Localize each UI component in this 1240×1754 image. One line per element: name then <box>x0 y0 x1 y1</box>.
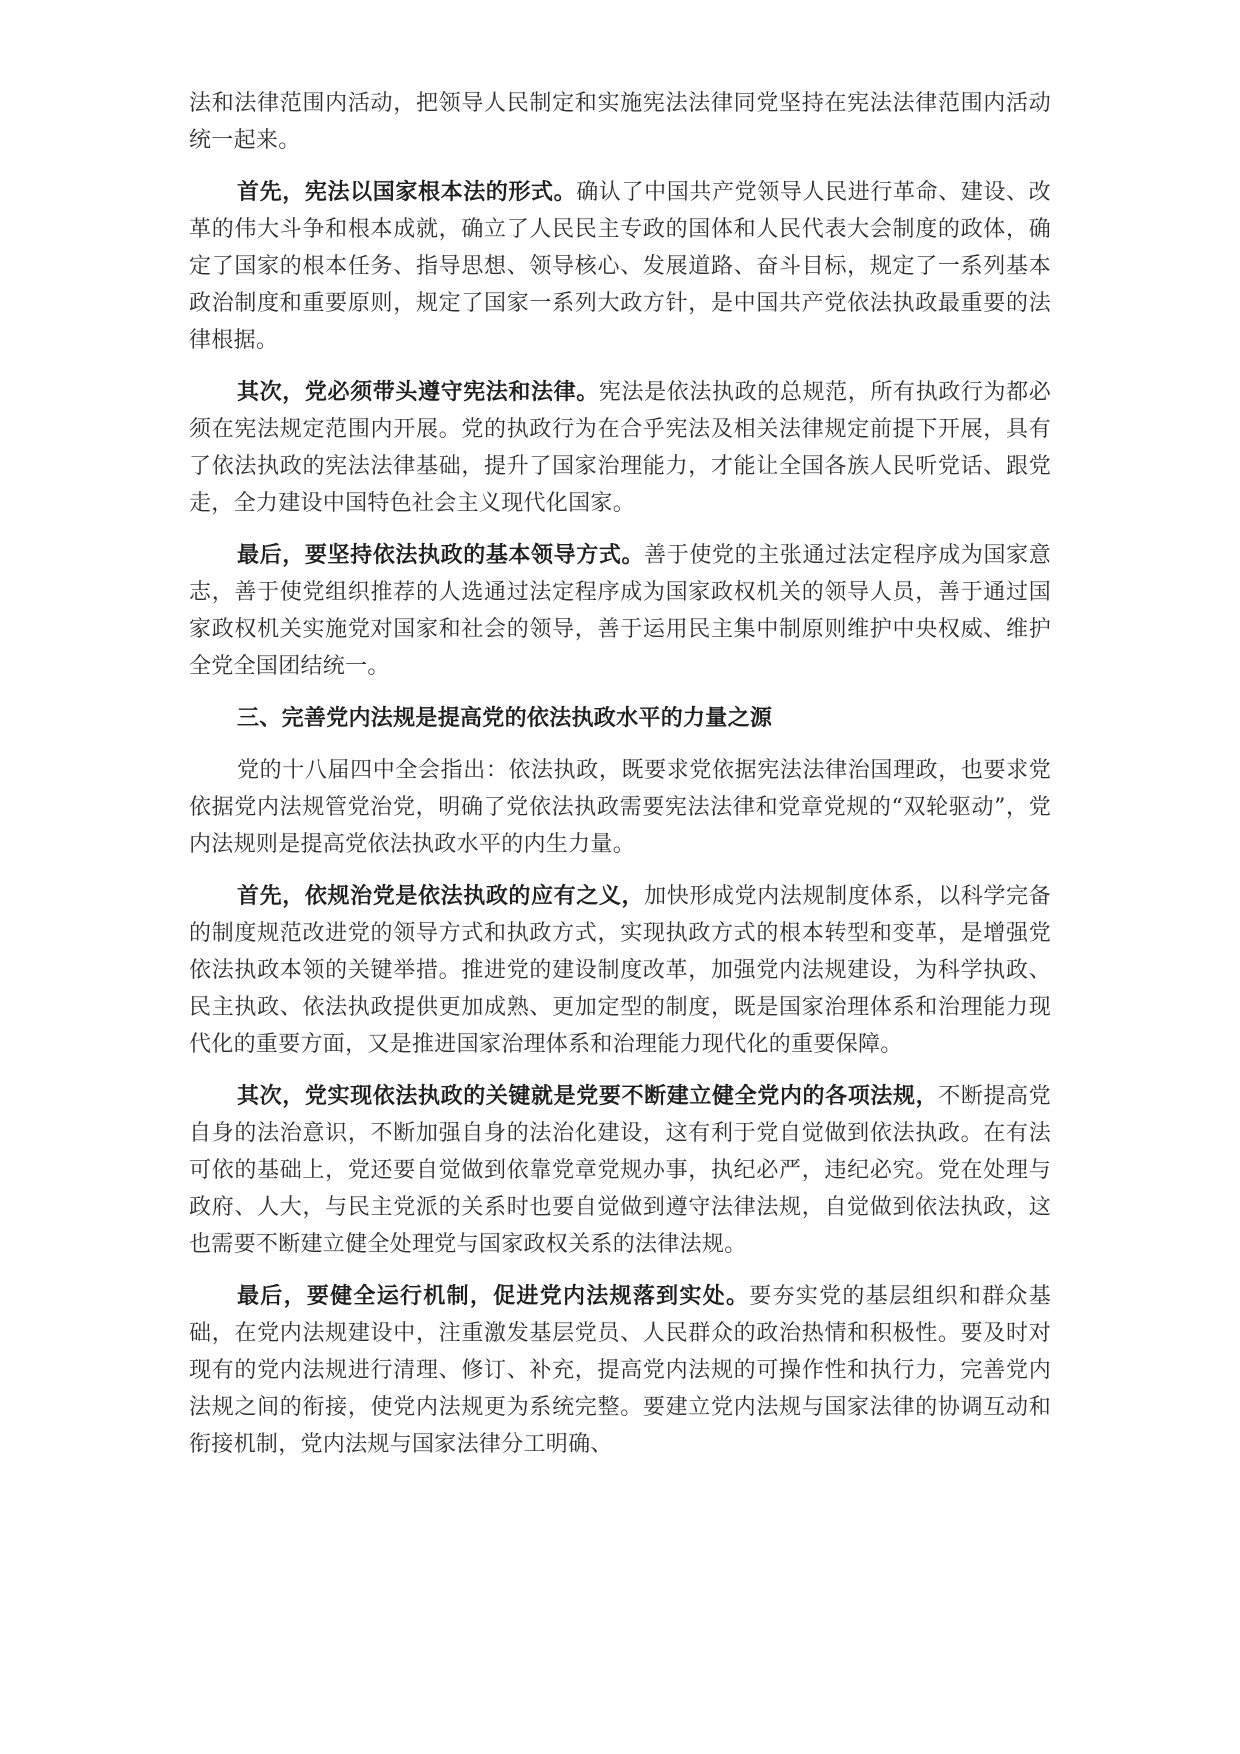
paragraph-build-regulations <box>189 1078 1051 1263</box>
paragraph-lead: 其次，党实现依法执政的关键就是党要不断建立健全党内的各项法规， <box>237 1083 939 1109</box>
paragraph-lead: 其次，党必须带头遵守宪法和法律。 <box>237 379 599 405</box>
paragraph-text: 党的十八届四中全会指出：依法执政，既要求党依据宪法法律治国理政，也要求党依据党内法规管党治党，明确了党依法执政需要宪法法律和党章党规的“双轮驱动”，党内法规则是提高党依法执政水平的内生力量。 <box>189 758 1051 857</box>
paragraph-text: 善于使党的主张通过法定程序成为国家意志，善于使党组织推荐的人选通过法定程序成为国家政权机关的领导人员，善于通过国家政权机关实施党对国家和社会的领导，善于运用民主集中制原则维护中央权威、维护全党全国团结统一。 <box>189 543 1051 679</box>
paragraph-text: 法和法律范围内活动，把领导人民制定和实施宪法法律同党坚持在宪法法律范围内活动统一起来。 <box>189 91 1051 153</box>
paragraph-lead: 最后，要健全运行机制，促进党内法规落到实处。 <box>237 1283 750 1309</box>
paragraph-lead: 首先，宪法以国家根本法的形式。 <box>237 179 577 205</box>
paragraph-text: 确认了中国共产党领导人民进行革命、建设、改革的伟大斗争和根本成就，确立了人民民主专政的国体和人民代表大会制度的政体，确定了国家的根本任务、指导思想、领导核心、发展道路、奋斗目标，规定了一系列基本政治制度和重要原则，规定了国家一系列大政方针，是中国共产党依法执政最重要的法律根据。 <box>189 180 1051 353</box>
paragraph-leadership-mode <box>189 537 1051 685</box>
paragraph-continuation <box>189 85 1051 159</box>
paragraph-fourth-plenum <box>189 752 1051 863</box>
paragraph-obey-constitution <box>189 374 1051 522</box>
paragraph-lead: 首先，依规治党是依法执政的应有之义， <box>237 883 645 909</box>
paragraph-text: 加快形成党内法规制度体系，以科学完备的制度规范改进党的领导方式和执政方式，实现执政方式的根本转型和变革，是增强党依法执政本领的关键举措。推进党的建设制度改革，加强党内法规建设，为科学执政、民主执政、依法执政提供更加成熟、更加定型的制度，既是国家治理体系和治理能力现代化的重要方面，又是推进国家治理体系和治理能力现代化的重要保障。 <box>189 884 1051 1057</box>
paragraph-constitution-form <box>189 174 1051 359</box>
document-page <box>189 85 1051 1478</box>
section-heading: 三、完善党内法规是提高党的依法执政水平的力量之源 <box>237 705 773 731</box>
paragraph-rule-by-regulations <box>189 878 1051 1063</box>
paragraph-text: 宪法是依法执政的总规范，所有执政行为都必须在宪法规定范围内开展。党的执政行为在合乎宪法及相关法律规定前提下开展，具有了依法执政的宪法法律基础，提升了国家治理能力，才能让全国各族人民听党话、跟党走，全力建设中国特色社会主义现代化国家。 <box>189 380 1051 516</box>
paragraph-lead: 最后，要坚持依法执政的基本领导方式。 <box>237 542 645 568</box>
paragraph-operating-mechanism <box>189 1278 1051 1463</box>
paragraph-text: 要夯实党的基层组织和群众基础，在党内法规建设中，注重激发基层党员、人民群众的政治热情和积极性。要及时对现有的党内法规进行清理、修订、补充，提高党内法规的可操作性和执行力，完善党内法规之间的衔接，使党内法规更为系统完整。要建立党内法规与国家法律的协调互动和衔接机制，党内法规与国家法律分工明确、 <box>189 1284 1052 1457</box>
paragraph-text: 不断提高党自身的法治意识，不断加强自身的法治化建设，这有利于党自觉做到依法执政。在有法可依的基础上，党还要自觉做到依靠党章党规办事，执纪必严，违纪必究。党在处理与政府、人大，与民主党派的关系时也要自觉做到遵守法律法规，自觉做到依法执政，这也需要不断建立健全处理党与国家政权关系的法律法规。 <box>189 1084 1051 1257</box>
